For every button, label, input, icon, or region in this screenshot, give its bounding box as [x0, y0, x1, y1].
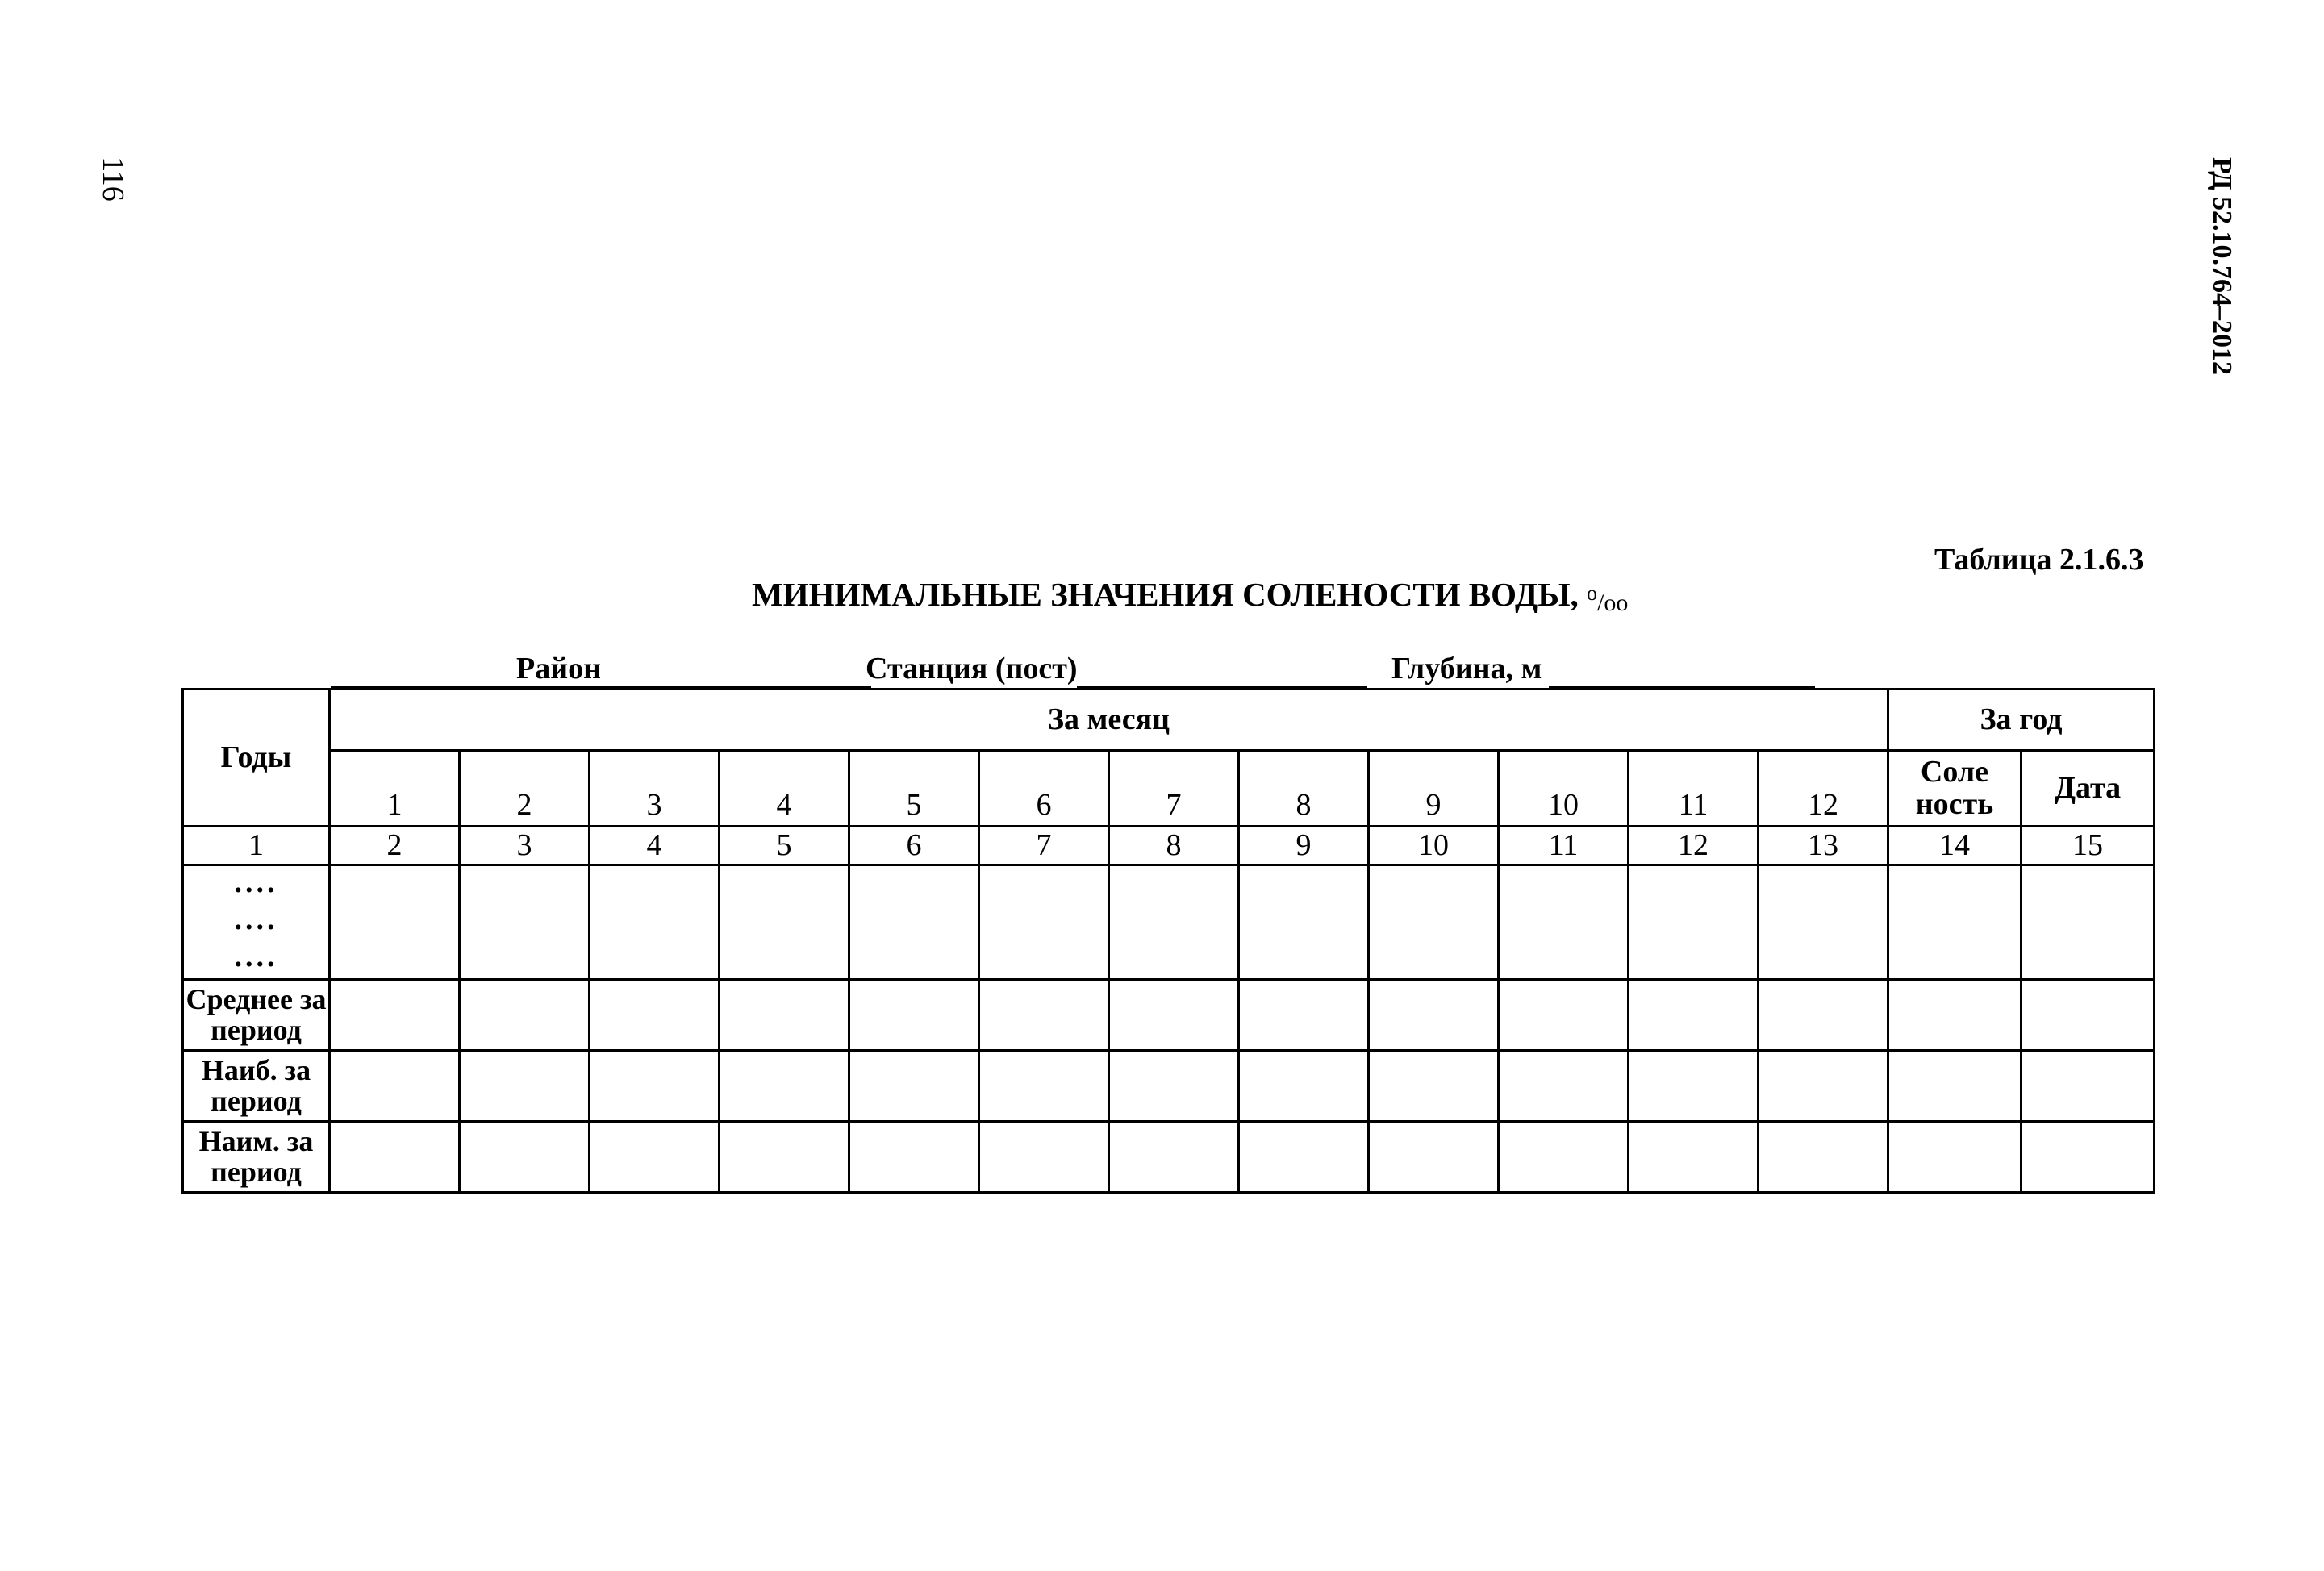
month-column-header: 1 — [330, 751, 460, 827]
month-column-header: 11 — [1629, 751, 1759, 827]
unit-superscript: o — [1586, 581, 1597, 605]
data-cell — [849, 1122, 979, 1193]
data-cell — [2022, 980, 2155, 1051]
month-column-header: 2 — [460, 751, 590, 827]
month-column-header: 10 — [1499, 751, 1629, 827]
column-number: 12 — [1629, 827, 1759, 865]
data-cell — [979, 980, 1109, 1051]
column-number: 2 — [330, 827, 460, 865]
column-number: 10 — [1369, 827, 1499, 865]
data-cell — [1499, 865, 1629, 980]
column-number: 8 — [1109, 827, 1239, 865]
data-cell — [1369, 1051, 1499, 1122]
data-cell — [330, 1122, 460, 1193]
data-cell — [1499, 1122, 1629, 1193]
data-cell — [1888, 1051, 2022, 1122]
month-column-header: 12 — [1759, 751, 1888, 827]
table-row — [183, 1051, 2155, 1122]
data-cell — [1239, 865, 1369, 980]
header-row-groups — [183, 690, 2155, 751]
data-cell — [2022, 1122, 2155, 1193]
data-cell — [460, 1122, 590, 1193]
column-number: 5 — [720, 827, 849, 865]
data-cell — [720, 1051, 849, 1122]
data-cell — [330, 865, 460, 980]
year-group-header: За год — [1888, 690, 2155, 751]
data-cell — [979, 865, 1109, 980]
data-cell — [330, 1051, 460, 1122]
data-cell — [720, 980, 849, 1051]
years-ellipsis-cell — [183, 865, 330, 980]
data-cell — [1369, 865, 1499, 980]
data-cell — [1759, 980, 1888, 1051]
column-number: 9 — [1239, 827, 1369, 865]
data-cell — [979, 1051, 1109, 1122]
data-cell — [720, 1122, 849, 1193]
column-number: 4 — [590, 827, 720, 865]
month-column-header: 3 — [590, 751, 720, 827]
data-cell — [849, 980, 979, 1051]
station-label: Станция (пост) — [866, 652, 1078, 685]
month-column-header: 4 — [720, 751, 849, 827]
column-number-row — [183, 827, 2155, 865]
month-column-header: 7 — [1109, 751, 1239, 827]
summary-row-label: Среднее за период — [183, 980, 330, 1051]
ellipsis: .... — [234, 902, 278, 936]
data-cell — [1888, 1122, 2022, 1193]
table-number: Таблица 2.1.6.3 — [1934, 543, 2144, 577]
data-cell — [1759, 1122, 1888, 1193]
data-cell — [1239, 1122, 1369, 1193]
column-number: 3 — [460, 827, 590, 865]
column-number: 13 — [1759, 827, 1888, 865]
data-cell — [1629, 980, 1759, 1051]
summary-row-label: Наим. за период — [183, 1122, 330, 1193]
unit-subscript: /oo — [1596, 590, 1629, 617]
data-cell — [1888, 865, 2022, 980]
page-number: 116 — [96, 156, 130, 202]
document-code: РД 52.10.764–2012 — [2207, 156, 2237, 376]
column-number: 11 — [1499, 827, 1629, 865]
data-cell — [1369, 980, 1499, 1051]
column-number: 6 — [849, 827, 979, 865]
data-cell — [1629, 1122, 1759, 1193]
ellipsis: .... — [234, 865, 278, 899]
month-column-header: 5 — [849, 751, 979, 827]
table-row — [183, 865, 2155, 980]
data-cell — [1499, 1051, 1629, 1122]
data-cell — [1629, 1051, 1759, 1122]
column-number: 1 — [183, 827, 330, 865]
data-cell — [849, 1051, 979, 1122]
years-header: Годы — [183, 690, 330, 827]
data-cell — [1499, 980, 1629, 1051]
data-cell — [1109, 1051, 1239, 1122]
data-cell — [1109, 865, 1239, 980]
month-column-header: 6 — [979, 751, 1109, 827]
data-cell — [1369, 1122, 1499, 1193]
column-number: 15 — [2022, 827, 2155, 865]
depth-label: Глубина, м — [1391, 652, 1542, 685]
table-row — [183, 1122, 2155, 1193]
month-column-header: 9 — [1369, 751, 1499, 827]
data-cell — [460, 980, 590, 1051]
data-cell — [1759, 1051, 1888, 1122]
column-number: 7 — [979, 827, 1109, 865]
ellipsis: .... — [234, 939, 278, 973]
data-cell — [1239, 1051, 1369, 1122]
data-cell — [590, 1051, 720, 1122]
data-cell — [1109, 1122, 1239, 1193]
data-cell — [590, 865, 720, 980]
summary-row-label: Наиб. за период — [183, 1051, 330, 1122]
title-text: МИНИМАЛЬНЫЕ ЗНАЧЕНИЯ СОЛЕНОСТИ ВОДЫ, — [752, 576, 1579, 613]
data-cell — [1239, 980, 1369, 1051]
salinity-table — [181, 688, 2155, 1194]
data-cell — [460, 1051, 590, 1122]
month-group-header: За месяц — [330, 690, 1888, 751]
column-number: 14 — [1888, 827, 2022, 865]
data-cell — [2022, 1051, 2155, 1122]
data-cell — [330, 980, 460, 1051]
data-cell — [1629, 865, 1759, 980]
data-cell — [1759, 865, 1888, 980]
header-row-columns — [183, 751, 2155, 827]
data-cell — [2022, 865, 2155, 980]
month-column-header: 8 — [1239, 751, 1369, 827]
data-cell — [1888, 980, 2022, 1051]
salinity-unit — [1586, 576, 1629, 617]
document-title — [752, 575, 1628, 617]
date-column-header: Дата — [2022, 751, 2155, 827]
salinity-column-header: Соле ность — [1888, 751, 2022, 827]
data-cell — [460, 865, 590, 980]
region-label: Район — [516, 652, 602, 685]
data-cell — [590, 980, 720, 1051]
data-cell — [979, 1122, 1109, 1193]
table-row — [183, 980, 2155, 1051]
data-cell — [590, 1122, 720, 1193]
data-cell — [1109, 980, 1239, 1051]
data-cell — [849, 865, 979, 980]
data-cell — [720, 865, 849, 980]
